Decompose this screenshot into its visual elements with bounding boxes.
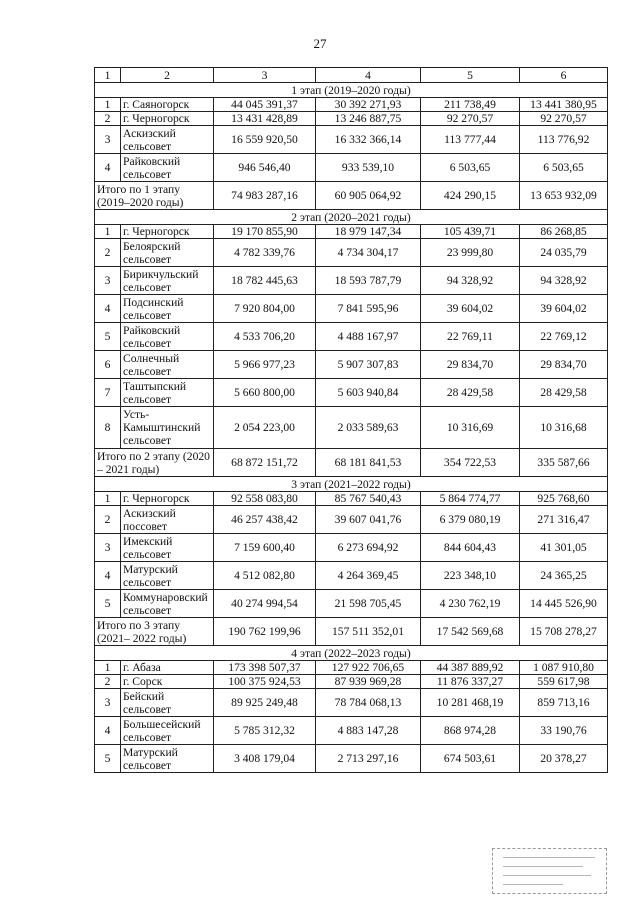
amount-col6: 1 087 910,80 <box>520 661 608 675</box>
amount-col5: 6 379 080,19 <box>421 506 520 534</box>
row-number: 3 <box>95 267 121 295</box>
allocation-table <box>94 67 608 773</box>
row-number: 8 <box>95 407 121 449</box>
total-col4: 60 905 064,92 <box>316 182 421 210</box>
amount-col5: 92 270,57 <box>421 112 520 126</box>
total-col4: 157 511 352,01 <box>316 618 421 646</box>
amount-col6: 20 378,27 <box>520 745 608 773</box>
row-number: 4 <box>95 154 121 182</box>
amount-col6: 92 270,57 <box>520 112 608 126</box>
row-number: 3 <box>95 689 121 717</box>
amount-col6: 271 316,47 <box>520 506 608 534</box>
municipality-name: г. Черногорск <box>121 492 214 506</box>
municipality-name: Таштыпский сельсовет <box>121 379 214 407</box>
row-number: 7 <box>95 379 121 407</box>
amount-col6: 28 429,58 <box>520 379 608 407</box>
amount-col5: 674 503,61 <box>421 745 520 773</box>
amount-col4: 2 713 297,16 <box>316 745 421 773</box>
amount-col3: 946 546,40 <box>214 154 316 182</box>
amount-col5: 10 316,69 <box>421 407 520 449</box>
amount-col4: 4 883 147,28 <box>316 717 421 745</box>
stage-title: 4 этап (2022–2023 годы) <box>95 646 608 661</box>
amount-col6: 94 328,92 <box>520 267 608 295</box>
municipality-name: Имекский сельсовет <box>121 534 214 562</box>
row-number: 1 <box>95 225 121 239</box>
table-row <box>95 661 608 675</box>
amount-col5: 105 439,71 <box>421 225 520 239</box>
row-number: 4 <box>95 295 121 323</box>
table-row <box>95 225 608 239</box>
amount-col5: 6 503,65 <box>421 154 520 182</box>
header-cell: 2 <box>121 68 214 83</box>
table-row <box>95 267 608 295</box>
municipality-name: Бейский сельсовет <box>121 689 214 717</box>
table-row <box>95 492 608 506</box>
amount-col5: 23 999,80 <box>421 239 520 267</box>
table-row <box>95 126 608 154</box>
total-col6: 13 653 932,09 <box>520 182 608 210</box>
amount-col3: 5 660 800,00 <box>214 379 316 407</box>
amount-col5: 39 604,02 <box>421 295 520 323</box>
amount-col6: 24 365,25 <box>520 562 608 590</box>
amount-col6: 39 604,02 <box>520 295 608 323</box>
stage-row <box>95 83 608 98</box>
amount-col3: 40 274 994,54 <box>214 590 316 618</box>
header-cell: 6 <box>520 68 608 83</box>
page-number: 27 <box>313 36 327 51</box>
header-row <box>95 68 608 83</box>
amount-col5: 868 974,28 <box>421 717 520 745</box>
municipality-name: Аскизский поссовет <box>121 506 214 534</box>
municipality-name: Аскизский сельсовет <box>121 126 214 154</box>
amount-col5: 22 769,11 <box>421 323 520 351</box>
municipality-name: г. Черногорск <box>121 112 214 126</box>
header-cell: 5 <box>421 68 520 83</box>
amount-col3: 5 785 312,32 <box>214 717 316 745</box>
row-number: 5 <box>95 590 121 618</box>
amount-col6: 41 301,05 <box>520 534 608 562</box>
stage-row <box>95 646 608 661</box>
row-number: 2 <box>95 239 121 267</box>
amount-col6: 14 445 526,90 <box>520 590 608 618</box>
registration-stamp <box>492 848 607 894</box>
row-number: 2 <box>95 506 121 534</box>
municipality-name: Райковский сельсовет <box>121 323 214 351</box>
table-row <box>95 534 608 562</box>
amount-col4: 127 922 706,65 <box>316 661 421 675</box>
total-col6: 15 708 278,27 <box>520 618 608 646</box>
amount-col3: 2 054 223,00 <box>214 407 316 449</box>
amount-col6: 13 441 380,95 <box>520 98 608 112</box>
header-cell: 3 <box>214 68 316 83</box>
amount-col3: 19 170 855,90 <box>214 225 316 239</box>
table-row <box>95 407 608 449</box>
municipality-name: г. Сорск <box>121 675 214 689</box>
row-number: 1 <box>95 492 121 506</box>
amount-col4: 30 392 271,93 <box>316 98 421 112</box>
amount-col6: 24 035,79 <box>520 239 608 267</box>
table-row <box>95 562 608 590</box>
total-col5: 354 722,53 <box>421 449 520 477</box>
amount-col5: 223 348,10 <box>421 562 520 590</box>
row-number: 6 <box>95 351 121 379</box>
row-number: 5 <box>95 323 121 351</box>
header-cell: 4 <box>316 68 421 83</box>
municipality-name: Матурский сельсовет <box>121 745 214 773</box>
amount-col5: 94 328,92 <box>421 267 520 295</box>
amount-col3: 4 512 082,80 <box>214 562 316 590</box>
amount-col3: 13 431 428,89 <box>214 112 316 126</box>
amount-col3: 92 558 083,80 <box>214 492 316 506</box>
municipality-name: Усть-Камыштинский сельсовет <box>121 407 214 449</box>
amount-col4: 5 907 307,83 <box>316 351 421 379</box>
header-cell: 1 <box>95 68 121 83</box>
amount-col5: 844 604,43 <box>421 534 520 562</box>
total-col4: 68 181 841,53 <box>316 449 421 477</box>
table-row <box>95 351 608 379</box>
table-row <box>95 112 608 126</box>
amount-col4: 18 593 787,79 <box>316 267 421 295</box>
stage-row <box>95 477 608 492</box>
amount-col3: 5 966 977,23 <box>214 351 316 379</box>
total-row <box>95 449 608 477</box>
municipality-name: Солнечный сельсовет <box>121 351 214 379</box>
stage-title: 2 этап (2020–2021 годы) <box>95 210 608 225</box>
amount-col6: 113 776,92 <box>520 126 608 154</box>
stage-row <box>95 210 608 225</box>
table-row <box>95 239 608 267</box>
total-col3: 68 872 151,72 <box>214 449 316 477</box>
municipality-name: Коммунаровский сельсовет <box>121 590 214 618</box>
municipality-name: Бирикчульский сельсовет <box>121 267 214 295</box>
amount-col4: 39 607 041,76 <box>316 506 421 534</box>
row-number: 1 <box>95 98 121 112</box>
amount-col3: 18 782 445,63 <box>214 267 316 295</box>
row-number: 2 <box>95 112 121 126</box>
total-col3: 74 983 287,16 <box>214 182 316 210</box>
table-row <box>95 717 608 745</box>
amount-col6: 22 769,12 <box>520 323 608 351</box>
amount-col3: 7 920 804,00 <box>214 295 316 323</box>
municipality-name: Белоярский сельсовет <box>121 239 214 267</box>
table-row <box>95 506 608 534</box>
municipality-name: Подсинский сельсовет <box>121 295 214 323</box>
stage-title: 1 этап (2019–2020 годы) <box>95 83 608 98</box>
amount-col5: 11 876 337,27 <box>421 675 520 689</box>
amount-col4: 4 734 304,17 <box>316 239 421 267</box>
amount-col3: 3 408 179,04 <box>214 745 316 773</box>
total-col5: 424 290,15 <box>421 182 520 210</box>
total-col5: 17 542 569,68 <box>421 618 520 646</box>
total-col6: 335 587,66 <box>520 449 608 477</box>
total-row <box>95 182 608 210</box>
municipality-name: г. Саяногорск <box>121 98 214 112</box>
municipality-name: Райковский сельсовет <box>121 154 214 182</box>
amount-col4: 4 264 369,45 <box>316 562 421 590</box>
amount-col4: 87 939 969,28 <box>316 675 421 689</box>
table-row <box>95 98 608 112</box>
amount-col6: 29 834,70 <box>520 351 608 379</box>
table-row <box>95 590 608 618</box>
amount-col3: 16 559 920,50 <box>214 126 316 154</box>
total-row <box>95 618 608 646</box>
amount-col5: 5 864 774,77 <box>421 492 520 506</box>
table-row <box>95 379 608 407</box>
amount-col4: 21 598 705,45 <box>316 590 421 618</box>
row-number: 5 <box>95 745 121 773</box>
row-number: 3 <box>95 534 121 562</box>
table-row <box>95 675 608 689</box>
stage-title: 3 этап (2021–2022 годы) <box>95 477 608 492</box>
row-number: 3 <box>95 126 121 154</box>
amount-col3: 100 375 924,53 <box>214 675 316 689</box>
amount-col3: 7 159 600,40 <box>214 534 316 562</box>
amount-col4: 16 332 366,14 <box>316 126 421 154</box>
amount-col6: 859 713,16 <box>520 689 608 717</box>
amount-col6: 559 617,98 <box>520 675 608 689</box>
amount-col5: 44 387 889,92 <box>421 661 520 675</box>
amount-col5: 113 777,44 <box>421 126 520 154</box>
row-number: 4 <box>95 562 121 590</box>
table-row <box>95 154 608 182</box>
municipality-name: г. Абаза <box>121 661 214 675</box>
row-number: 4 <box>95 717 121 745</box>
amount-col4: 5 603 940,84 <box>316 379 421 407</box>
amount-col4: 85 767 540,43 <box>316 492 421 506</box>
table-row <box>95 745 608 773</box>
amount-col5: 28 429,58 <box>421 379 520 407</box>
amount-col4: 18 979 147,34 <box>316 225 421 239</box>
amount-col4: 933 539,10 <box>316 154 421 182</box>
amount-col4: 13 246 887,75 <box>316 112 421 126</box>
amount-col4: 4 488 167,97 <box>316 323 421 351</box>
amount-col3: 46 257 438,42 <box>214 506 316 534</box>
table-row <box>95 295 608 323</box>
amount-col3: 4 533 706,20 <box>214 323 316 351</box>
amount-col5: 29 834,70 <box>421 351 520 379</box>
amount-col3: 173 398 507,37 <box>214 661 316 675</box>
amount-col4: 6 273 694,92 <box>316 534 421 562</box>
total-col3: 190 762 199,96 <box>214 618 316 646</box>
table-row <box>95 689 608 717</box>
table-row <box>95 323 608 351</box>
row-number: 2 <box>95 675 121 689</box>
total-label: Итого по 2 этапу (2020 – 2021 годы) <box>95 449 214 477</box>
amount-col4: 2 033 589,63 <box>316 407 421 449</box>
amount-col6: 925 768,60 <box>520 492 608 506</box>
amount-col3: 44 045 391,37 <box>214 98 316 112</box>
amount-col3: 89 925 249,48 <box>214 689 316 717</box>
row-number: 1 <box>95 661 121 675</box>
total-label: Итого по 1 этапу (2019–2020 годы) <box>95 182 214 210</box>
amount-col5: 4 230 762,19 <box>421 590 520 618</box>
amount-col6: 86 268,85 <box>520 225 608 239</box>
municipality-name: Большесейский сельсовет <box>121 717 214 745</box>
amount-col4: 7 841 595,96 <box>316 295 421 323</box>
municipality-name: г. Черногорск <box>121 225 214 239</box>
amount-col4: 78 784 068,13 <box>316 689 421 717</box>
municipality-name: Матурский сельсовет <box>121 562 214 590</box>
amount-col5: 211 738,49 <box>421 98 520 112</box>
total-label: Итого по 3 этапу (2021– 2022 годы) <box>95 618 214 646</box>
amount-col5: 10 281 468,19 <box>421 689 520 717</box>
amount-col6: 6 503,65 <box>520 154 608 182</box>
amount-col6: 10 316,68 <box>520 407 608 449</box>
amount-col6: 33 190,76 <box>520 717 608 745</box>
amount-col3: 4 782 339,76 <box>214 239 316 267</box>
